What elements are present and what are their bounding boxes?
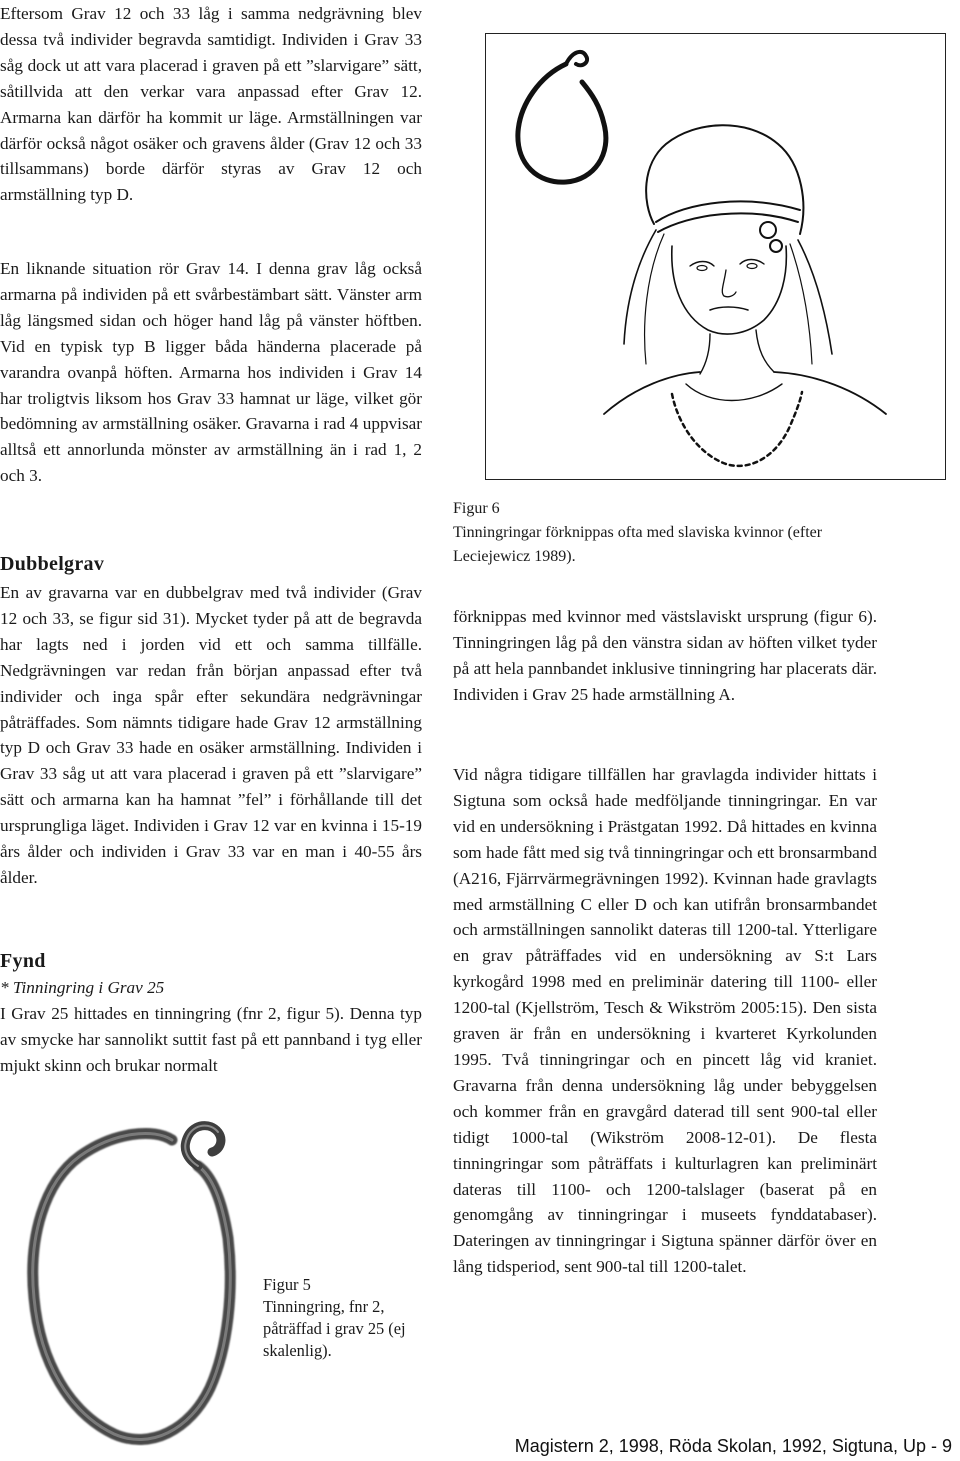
- temple-ring-photo: [22, 1108, 250, 1446]
- right-paragraph-1: förknippas med kvinnor med västslaviskt ursprung (figur 6). Tinningringen låg på den vänstra sidan av höften vilket tyder på att hela pannbandet inklusive tinningring har placerats där. Individen i Grav 25 hade armställning A.: [453, 607, 877, 704]
- figure-6-caption: [453, 497, 883, 569]
- figure-5-text: Tinningring, fnr 2, påträffad i grav 25 (ej skalenlig).: [263, 1297, 406, 1360]
- slavic-woman-drawing: [486, 34, 944, 478]
- fynd-text: I Grav 25 hittades en tinningring (fnr 2, figur 5). Denna typ av smycke har sannolikt suttit fast på ett pannband i tyg eller mjukt skinn och brukar normalt: [0, 1003, 422, 1075]
- right-paragraph-2: Vid några tidigare tillfällen har gravlagda individer hittats i Sigtuna som också hade medföljande tinningringar. En var vid en undersökning i Prästgatan 1992. Då hittades en kvinna som hade fått med sig två tinningringar och ett bronsarmband (A216, Fjärrvärmegrävningen 1992). Kvinnan hade gravlagts med armställning C eller D och kan utifrån bronsarmbandet och armställningen sannolikt dateras till 1200-tal. Ytterligare en grav påträffades vid en undersökning av S:t Lars kyrkogård 1998 med en preliminär datering till 1100- eller 1200-tal (Kjellström, Tesch & Wikström 2005:15). Den sista graven är från en undersökning i kvarteret Kyrkolunden 1995. Två tinningringar och en pincett låg vid kraniet. Gravarna från denna undersökning låg under bebyggelsen och kommer från en gravgård daterad till sent 900-tal eller tidigt 1000-tal (Wikström 2008-12-01). De flesta tinningringar som påträffats i kulturlagren kan preliminärt dateras till 1100- och 1200-talslager (baserat på en genomgång av tinningringar i museets fynddatabaser). Dateringen av tinningringar i Sigtuna spänner därför över en lång tidsperiod, sent 900-tal till 1200-talet.: [453, 765, 877, 1277]
- left-paragraph-4: [0, 975, 422, 1079]
- left-paragraph-2: En liknande situation rör Grav 14. I denna grav låg också armarna på individen på ett svårbestämbart sätt. Vänster arm låg längsmed sidan och höger hand låg på vänster höftben. Vid en typisk typ B ligger båda händerna placerade på varandra ovanpå höften. Armarna hos individen i Grav 14 har troligtvis liksom hos Grav 33 hamnat ur läge, vilket gör bedömning av armställning osäker. Gravarna i rad 4 uppvisar alltså ett annorlunda mönster av armställning än i rad 1, 2 och 3.: [0, 259, 422, 486]
- figure-6-frame: [485, 33, 946, 480]
- figure-6-text: Tinningringar förknippas ofta med slaviska kvinnor (efter Leciejewicz 1989).: [453, 524, 823, 565]
- figure-6-label: Figur 6: [453, 500, 500, 517]
- heading-dubbelgrav: Dubbelgrav: [0, 553, 105, 575]
- figure-5-caption: [263, 1274, 433, 1362]
- left-paragraph-1: Eftersom Grav 12 och 33 låg i samma nedgrävning blev dessa två individer begravda samtidigt. Individen i Grav 33 såg dock ut att vara placerad i graven på ett ”slarvigare” sätt, såtillvida att den verkar vara anpassad efter Grav 12. Armarna kan därför ha kommit ur läge. Armställningen var därför också något osäker och gravens ålder (Grav 12 och 33 tillsammans) borde därför styras av Grav 12 och armställning typ D.: [0, 4, 422, 205]
- figure-5-label: Figur 5: [263, 1275, 311, 1294]
- fynd-subheading: * Tinningring i Grav 25: [0, 978, 165, 997]
- left-paragraph-3: En av gravarna var en dubbelgrav med två individer (Grav 12 och 33, se figur sid 31). Mycket tyder på att de begravda har lagts ned i jorden vid ett och samma tillfälle. Nedgrävningen var redan från början anpassad efter två individer och inga spår efter sekundära nedgrävningar påträffades. Som nämnts tidigare hade Grav 12 armställning typ D och Grav 33 hade en osäker armställning. Individen i Grav 33 såg ut att vara placerad i graven på ett ”slarvigare” sätt och armarna kan ha hamnat ”fel” i förhållande till det ursprungliga läget. Individen i Grav 12 var en kvinna i 15-19 års ålder och individen i Grav 33 var en man i 40-55 års ålder.: [0, 583, 422, 887]
- page-footer: Magistern 2, 1998, Röda Skolan, 1992, Sigtuna, Up - 9: [514, 1436, 952, 1456]
- heading-fynd: Fynd: [0, 950, 46, 972]
